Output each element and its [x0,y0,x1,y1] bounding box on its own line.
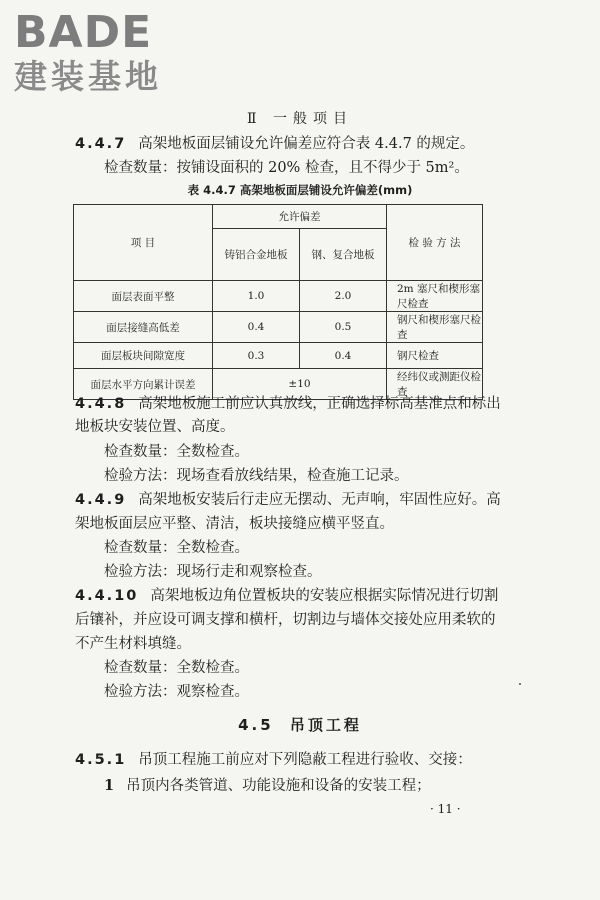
clause-text: 高架地板面层铺设允许偏差应符合表 4.4.7 的规定。 [138,136,475,152]
clause-number: 4.4.9 [75,492,127,508]
table-caption: 表 4.4.7 高架地板面层铺设允许偏差(mm) [187,183,413,197]
list-item-text: 吊顶内各类管道、功能设施和设备的安装工程； [126,778,431,794]
clause-4-5-1 [75,748,472,769]
clause-4-4-10 [75,584,498,605]
clause-text: 高架地板施工前应认真放线，正确选择标高基准点和标出 [138,396,501,412]
clause-text-continued: 架地板面层应平整、清洁，板块接缝应横平竖直。 [75,516,394,532]
header-tolerance: 允许偏差 [213,205,387,229]
bade-logo [14,8,162,96]
clause-text: 高架地板边角位置板块的安装应根据实际情况进行切割 [150,588,499,604]
row-value: 0.5 [300,312,387,343]
row-method: 钢尺检查 [387,343,483,369]
header-cast-aluminum: 铸铝合金地板 [213,229,300,281]
row-method: 钢尺和楔形塞尺检查 [387,312,483,343]
clause-text-continued: 地板块安装位置、高度。 [75,419,235,435]
clause-4-4-7 [75,132,474,153]
row-value: ±10 [213,369,387,400]
check-method-4-4-8: 检验方法：现场查看放线结果，检查施工记录。 [104,468,409,484]
row-item: 面层表面平整 [74,281,213,312]
clause-number: 4.4.7 [75,136,127,152]
check-method-4-4-9: 检验方法：现场行走和观察检查。 [104,564,322,580]
row-item: 面层水平方向累计误差 [74,369,213,400]
row-value: 2.0 [300,281,387,312]
check-quantity-4-4-7: 检查数量：按铺设面积的 20% 检查，且不得少于 5m²。 [104,160,469,176]
table-row [74,312,483,343]
clause-text-continued: 不产生材料填缝。 [75,636,191,652]
table-row [74,343,483,369]
row-method: 经纬仪或测距仪检查 [387,369,483,400]
row-item: 面层板块间隙宽度 [74,343,213,369]
clause-4-4-8 [75,392,501,413]
clause-4-4-9 [75,488,501,509]
page-number: · 11 · [430,802,461,816]
clause-text-continued: 后镶补，并应设可调支撑和横杆，切割边与墙体交接处应用柔软的 [75,612,496,628]
sub-heading: Ⅱ 一般项目 [247,111,353,127]
row-item: 面层接缝高低差 [74,312,213,343]
clause-number: 4.4.8 [75,396,127,412]
section-title: 吊顶工程 [289,716,362,734]
clause-text: 吊顶工程施工前应对下列隐蔽工程进行验收、交接： [138,752,472,768]
check-quantity-4-4-9: 检查数量：全数检查。 [104,540,249,556]
list-item-number: 1 [104,777,115,794]
header-method: 检 验 方 法 [387,205,483,281]
scan-speck [519,683,521,685]
header-steel-composite: 钢、复合地板 [300,229,387,281]
check-quantity-4-4-10: 检查数量：全数检查。 [104,660,249,676]
row-value: 0.3 [213,343,300,369]
section-number: 4.5 [238,716,274,734]
list-item-1 [104,774,431,795]
logo-brand: BADE [14,7,153,58]
clause-number: 4.4.10 [75,588,139,604]
clause-number: 4.5.1 [75,752,127,768]
logo-subtitle: 建装基地 [14,57,162,96]
clause-text: 高架地板安装后行走应无摆动、无声响，牢固性应好。高 [138,492,501,508]
row-value: 1.0 [213,281,300,312]
check-quantity-4-4-8: 检查数量：全数检查。 [104,444,249,460]
row-value: 0.4 [213,312,300,343]
check-method-4-4-10: 检验方法：观察检查。 [104,684,249,700]
header-item: 项 目 [74,205,213,281]
tolerance-table [73,204,483,400]
section-heading [0,714,600,735]
row-method: 2m 塞尺和楔形塞尺检查 [387,281,483,312]
row-value: 0.4 [300,343,387,369]
table-row [74,281,483,312]
